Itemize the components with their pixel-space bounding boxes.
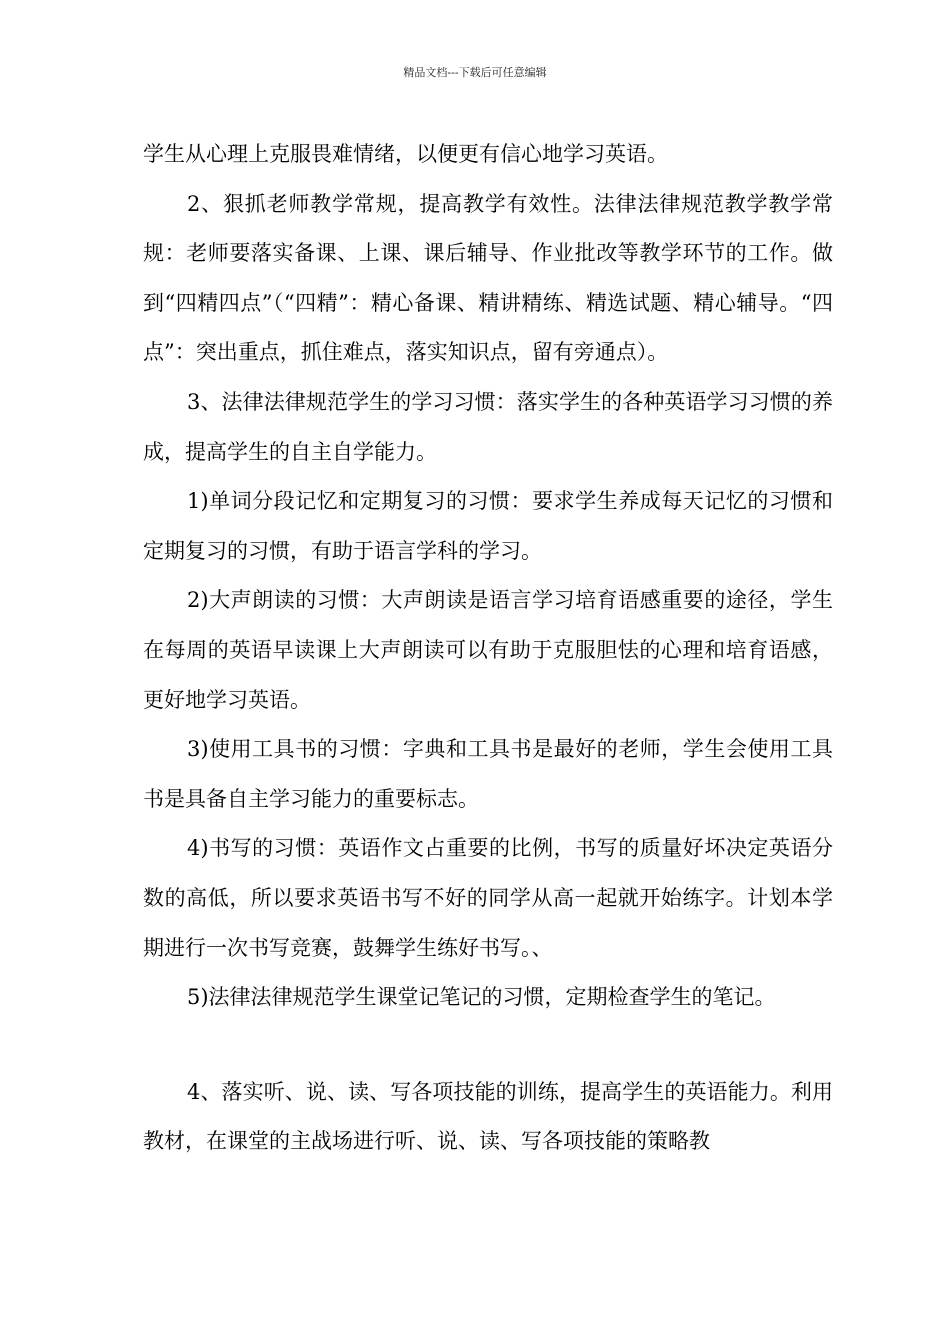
- paragraph-2: 2、狠抓老师教学常规，提高教学有效性。法律法律规范教学教学常规：老师要落实备课、上课、课后辅导、作业批改等教学环节的工作。做到“四精四点”（“四精”：精心备课、精讲精练、精选试题、精心辅导。“四点”：突出重点，抓住难点，落实知识点，留有旁通点）。: [143, 191, 833, 365]
- paragraph-5: 2)大声朗读的习惯：大声朗读是语言学习培育语感重要的途径，学生在每周的英语早读课上大声朗读可以有助于克服胆怯的心理和培育语感，更好地学习英语。: [143, 588, 833, 712]
- paragraph-1: 学生从心理上克服畏难情绪，以便更有信心地学习英语。: [143, 142, 668, 166]
- paragraph-6: 3)使用工具书的习惯：字典和工具书是最好的老师，学生会使用工具书是具备自主学习能力的重要标志。: [143, 737, 833, 811]
- page-header: 精品文档---下载后可任意编辑: [403, 66, 547, 79]
- paragraph-3: 3、法律法律规范学生的学习习惯：落实学生的各种英语学习习惯的养成，提高学生的自主自学能力。: [143, 389, 833, 464]
- paragraph-9: 4、落实听、说、读、写各项技能的训练，提高学生的英语能力。利用教材，在课堂的主战场进行听、说、读、写各项技能的策略教: [143, 1079, 833, 1154]
- paragraph-gap: [143, 1023, 833, 1068]
- document-body: [143, 130, 833, 1167]
- paragraph-8: 5)法律法律规范学生课堂记笔记的习惯，定期检查学生的笔记。: [187, 985, 776, 1010]
- paragraph-4: 1)单词分段记忆和定期复习的习惯：要求学生养成每天记忆的习惯和定期复习的习惯，有助于语言学科的学习。: [143, 489, 833, 563]
- paragraph-7: 4)书写的习惯：英语作文占重要的比例，书写的质量好坏决定英语分数的高低，所以要求英语书写不好的同学从高一起就开始练字。计划本学期进行一次书写竞赛，鼓舞学生练好书写。、: [143, 836, 833, 960]
